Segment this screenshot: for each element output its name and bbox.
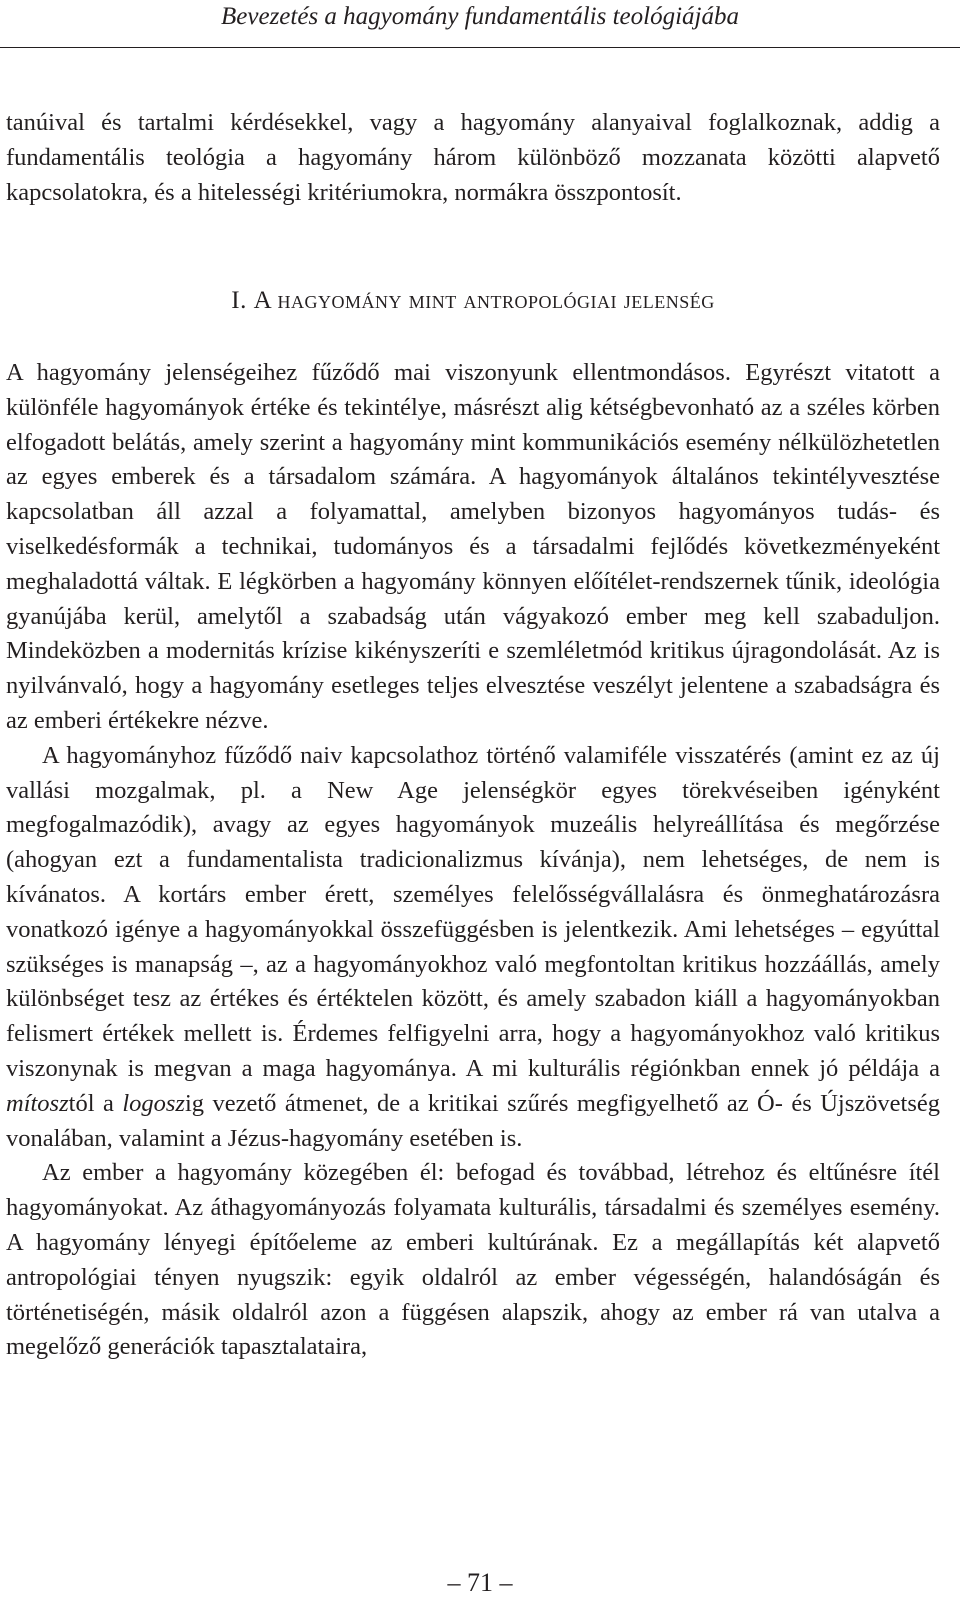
page-number: – 71 – xyxy=(447,1568,513,1597)
term-mitosz: mítosz xyxy=(6,1089,69,1117)
intro-paragraph-text: tanúival és tartalmi kérdésekkel, vagy a hagyomány alanyaival foglalkoznak, addig a fundamentális teológia a hagyomány három különböző mozzanata közötti alapvető kapcsolatokra, és a hitelességi kritériumokra, normákra összpontosít. xyxy=(6,109,940,206)
paragraph-3: Az ember a hagyomány közegében él: befogad és továbbad, létrehoz és eltűnésre ítél hagyományokat. Az áthagyományozás folyamata kulturális, társadalmi és személyes esemény. A hagyomány lényegi építőeleme az emberi kultúrának. Ez a megállapítás két alapvető antropológiai tényen nyugszik: egyik oldalról az ember végességén, halandóságán és történetiségén, másik oldalról azon a függésen alapszik, ahogy az ember rá van utalva a megelőző generációk tapasztalataira, xyxy=(6,1159,940,1361)
section-title: A hagyomány mint antropológiai jelenség xyxy=(253,287,715,314)
header-rule xyxy=(0,47,960,48)
main-text xyxy=(6,356,940,1365)
paragraph-2-part-3: ig vezető átmenet, de a kritikai szűrés megfigyelhető az Ó- és Újszövetség vonalában, valamint a Jézus-hagyomány esetében is. xyxy=(6,1089,940,1152)
term-logosz: logosz xyxy=(122,1089,185,1117)
paragraph-2-part-1: A hagyományhoz fűződő naiv kapcsolathoz történő valamiféle visszatérés (amint ez az új vallási mozgalmak, pl. a New Age jelenségkör egyes törekvéseiben igényként megfogalmazódik), avagy az egyes hagyományok muzeális helyreállítása és megőrzése (ahogyan ezt a fundamentalista tradicionalizmus kívánja), nem lehetséges, de nem is kívánatos. A kortárs ember érett, személyes felelősségvállalásra és önmeghatározásra vonatkozó igénye a hagyományokkal összefüggésben is jelentkezik. Ami lehetséges – egyúttal szükséges is manapság –, az a hagyományokhoz való megfontoltan kritikus hozzáállás, amely különbséget tesz az értékes és értéktelen között, és amely szabadon kiáll a hagyományokban felismert értékek mellett is. Érdemes felfigyelni arra, hogy a hagyományokhoz való kritikus viszonynak is megvan a maga hagyománya. A mi kulturális régiónkban ennek jó példája a xyxy=(6,741,940,1082)
paragraph-1: A hagyomány jelenségeihez fűződő mai viszonyunk ellentmondásos. Egyrészt vitatott a különféle hagyományok értéke és tekintélye, másrészt alig kétségbevonható az a széles körben elfogadott belátás, amely szerint a hagyomány mint kommunikációs esemény nélkülözhetetlen az egyes emberek és a társadalom számára. A hagyományok általános tekintélyvesztése kapcsolatban áll azzal a folyamattal, amelyben bizonyos hagyományos tudás- és viselkedésformák a technikai, tudományos és a társadalmi fejlődés következményeként meghaladottá váltak. E légkörben a hagyomány könnyen előítélet-rendszernek tűnik, ideológia gyanújába kerül, amelytől a szabadság után vágyakozó ember meg kell szabaduljon. Mindeközben a modernitás krízise kikényszeríti e szemléletmód kritikus újragondolását. Az is nyilvánvaló, hogy a hagyomány esetleges teljes elvesztése veszélyt jelentene a szabadságra és az emberi értékekre nézve. xyxy=(6,359,940,734)
paragraph-2-part-2: tól a xyxy=(68,1089,123,1117)
running-head: Bevezetés a hagyomány fundamentális teológiájába xyxy=(221,3,739,30)
intro-paragraph xyxy=(6,106,940,210)
section-number: I. xyxy=(231,287,247,314)
paragraph-2 xyxy=(6,739,940,1157)
section-heading xyxy=(6,284,940,318)
